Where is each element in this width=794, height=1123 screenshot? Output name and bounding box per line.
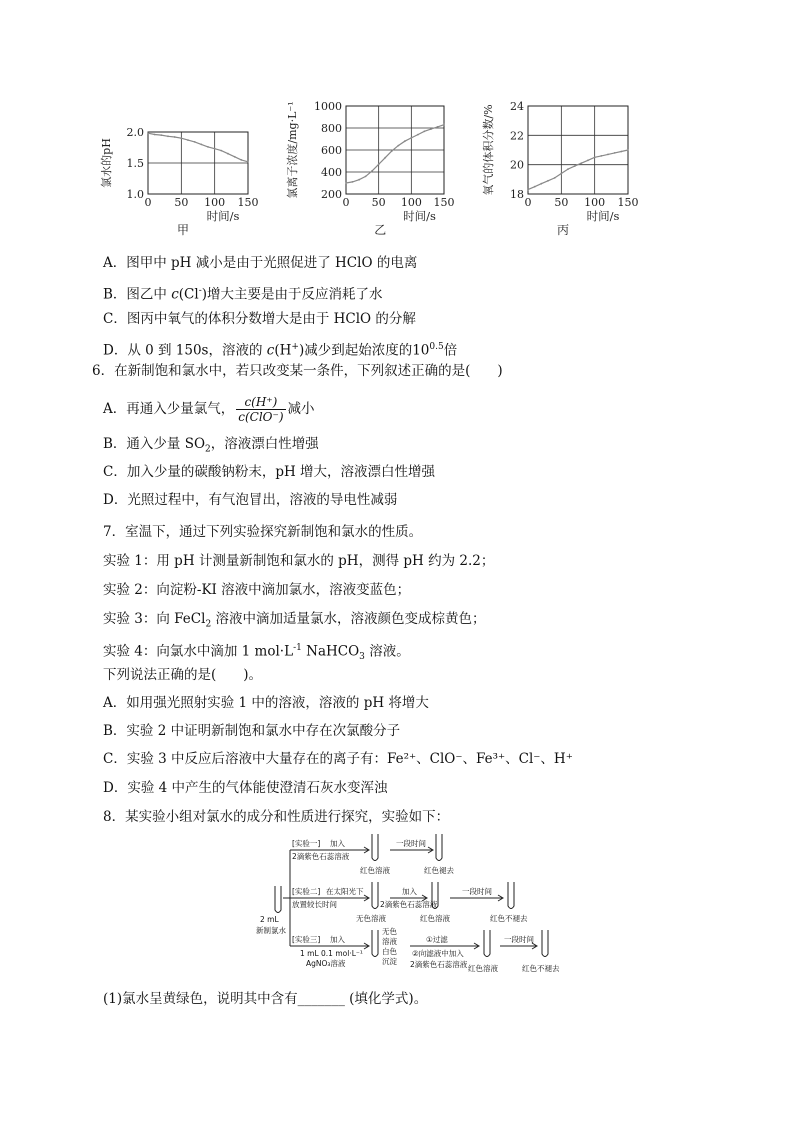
data-point [378,163,380,165]
data-point [174,136,176,138]
q7-e4-pre: 实验 4：向氯水中滴加 1 mol·L [103,643,294,660]
data-point [371,170,373,172]
y-axis-label: 氧气的体积分数/% [482,104,495,196]
exp3-tube-2 [484,930,490,957]
y-tick-label: 400 [321,166,342,179]
series-line [346,125,444,183]
data-point [527,189,529,191]
start-volume: 2 mL [260,915,279,924]
x-tick-label: 100 [584,196,606,209]
data-point [627,149,629,151]
x-tick-label: 150 [617,196,639,209]
q6-option-b [103,435,319,459]
exp2-tube-3 [508,882,514,909]
exp3-label: [实验三] [292,935,321,944]
exp3-time: 一段时间 [504,935,534,944]
exp2-reagent: 2滴紫色石蕊溶液 [380,900,438,909]
y-tick-label: 1.5 [126,157,144,170]
q6-a-pre: A．再通入少量氯气， [103,401,235,417]
exp3-product-1: 无色 [382,927,397,936]
exp3-step-3: 2滴紫色石蕊溶液 [410,960,468,969]
y-tick-label: 22 [510,129,524,143]
data-point [580,162,582,164]
q7-ask: 下列说法正确的是( )。 [103,667,263,683]
x-tick-label: 150 [237,196,259,209]
exp3-result-1: 红色溶液 [468,964,498,973]
q5-option-d [103,338,457,360]
data-point [214,148,216,150]
exp2-time: 一段时间 [462,887,492,896]
q5-d-c: c [266,342,275,359]
exp3-product-2: 溶液 [382,937,397,946]
exp1-add: 加入 [330,839,345,848]
data-point [234,156,236,158]
exp3-add: 加入 [330,935,345,944]
y-axis-label: 氯水的pH [100,138,113,188]
x-tick-label: 50 [371,196,386,209]
q6-option-d: D．光照过程中，有气泡冒出，溶液的导电性减弱 [103,492,398,508]
x-tick-label: 100 [204,196,226,209]
data-point [345,182,347,184]
q7-exp3 [103,610,485,634]
data-point [437,126,439,128]
data-point [200,144,202,146]
exp3-result-2: 红色不褪去 [522,964,560,973]
x-tick-label: 0 [144,196,152,209]
data-point [160,134,162,136]
q7-option-c: C．实验 3 中反应后溶液中大量存在的离子有：Fe²⁺、ClO⁻、Fe³⁺、Cl⁻、H⁺ [103,751,573,767]
experiment-diagram-svg [250,830,580,980]
data-point [167,135,169,137]
data-point [227,153,229,155]
chart-jia-svg [96,92,276,242]
y-tick-label: 24 [510,100,524,113]
q7-exp4 [103,639,410,666]
x-axis-label: 时间/s [206,209,240,223]
data-point [567,168,569,170]
q5-d-pre: D．从 0 到 150s，溶液的 [103,342,267,359]
exp1-result-2: 红色褪去 [424,866,454,875]
exp1-tube-1 [372,834,378,861]
exp3-step-1: ①过滤 [426,935,448,944]
exp1-tube-2 [436,834,442,861]
exp1-reagent: 2滴紫色石蕊溶液 [292,852,350,861]
data-point [594,156,596,158]
q7-e3-post: 溶液中滴加适量氯水，溶液颜色变成棕黄色； [211,611,486,627]
q6-stem: 6．在新制饱和氯水中，若只改变某一条件，下列叙述正确的是( ) [92,363,503,379]
data-point [240,159,242,161]
data-point [391,150,393,152]
data-point [410,137,412,139]
exp2-result-1: 红色溶液 [420,914,450,923]
data-point [247,161,249,163]
data-point [554,177,556,179]
exp3-product-3: 白色 [382,947,397,956]
q6-fraction [236,395,285,424]
q7-e4-post: 溶液。 [364,643,410,660]
q6-a-post: 减小 [287,401,315,417]
exp1-time: 一段时间 [396,839,426,848]
series-line [148,133,248,162]
chart-yi [278,92,478,242]
exp3-tube-3 [542,930,548,957]
data-point [147,132,149,134]
y-tick-label: 18 [510,188,524,201]
q7-e3-sub: 2 [205,619,212,630]
data-point [607,154,609,156]
data-point [547,180,549,182]
data-point [587,159,589,161]
data-point [417,134,419,136]
q5-b-pre: B．图乙中 [103,286,172,303]
exp3-reagent: 1 mL 0.1 mol·L⁻¹ [300,949,363,958]
data-point [358,179,360,181]
y-tick-label: 20 [510,158,524,172]
plot-frame [528,106,628,194]
chart-jia [96,92,276,242]
exp3-tube-1 [372,930,378,957]
data-point [614,152,616,154]
y-tick-label: 1.0 [126,188,144,201]
data-point [443,124,445,126]
q8-sub1: (1)氯水呈黄绿色，说明其中含有_______ (填化学式)。 [103,991,428,1007]
series-line [528,150,628,190]
q7-exp2: 实验 2：向淀粉-KI 溶液中滴加氯水，溶液变蓝色； [103,582,411,598]
x-tick-label: 150 [433,196,455,209]
x-tick-label: 50 [554,196,569,209]
y-tick-label: 600 [321,144,342,157]
exp1-label: [实验一] [292,839,321,848]
exp3-product-4: 沉淀 [382,957,397,966]
q7-stem: 7．室温下，通过下列实验探究新制饱和氯水的性质。 [103,524,423,540]
x-tick-label: 0 [342,196,350,209]
chart-bing-svg [478,92,658,242]
data-point [534,186,536,188]
q7-e3-pre: 实验 3：向 FeCl [103,611,206,627]
q6-fraction-numerator: c(H⁺) [236,395,285,410]
data-point [430,128,432,130]
x-tick-label: 50 [174,196,189,209]
exp2-result-2: 红色不褪去 [490,914,528,923]
q5-option-c: C．图丙中氧气的体积分数增大是由于 HClO 的分解 [103,311,416,327]
experiment-diagram [250,830,580,980]
q7-e4-sub: 3 [359,652,365,663]
q6-option-a [103,392,315,426]
exp2-condition-1: 在太阳光下 [326,887,364,896]
data-point [194,141,196,143]
data-point [620,151,622,153]
data-point [404,140,406,142]
exp2-add: 加入 [402,887,417,896]
x-axis-label: 时间/s [586,209,620,223]
data-point [384,157,386,159]
exp2-label: [实验二] [292,887,321,896]
data-point [560,173,562,175]
x-tick-label: 0 [524,196,532,209]
exp2-result-0: 无色溶液 [356,914,386,923]
exp2-condition-2: 放置较长时间 [292,900,337,909]
q6-b-pre: B．通入少量 SO [103,436,206,452]
chart-caption: 甲 [176,223,190,237]
data-point [365,176,367,178]
start-test-tube [275,886,281,913]
chart-caption: 丙 [556,223,570,237]
chart-bing [478,92,658,242]
q7-option-a: A．如用强光照射实验 1 中的溶液，溶液的 pH 将增大 [103,695,429,711]
q5-d-post: )减少到起始浓度的10 [298,342,430,359]
chart-yi-svg [278,92,478,242]
data-point [187,139,189,141]
data-point [154,134,156,136]
q5-d-sup1: + [291,342,299,352]
data-point [397,145,399,147]
q5-option-a: A．图甲中 pH 减小是由于光照促进了 HClO 的电离 [103,255,418,271]
start-name: 新制氯水 [256,926,286,935]
data-point [352,181,354,183]
q7-e4-mid: NaHCO [301,643,360,660]
exp2-tube-1 [372,882,378,909]
y-tick-label: 1000 [314,100,342,113]
q5-d-sup2: 0.5 [429,342,444,352]
q5-d-end: 倍 [443,342,458,359]
q5-b-post: )增大主要是由于反应消耗了水 [201,286,383,303]
x-tick-label: 100 [400,196,422,209]
data-point [574,165,576,167]
data-point [207,146,209,148]
data-point [424,130,426,132]
chart-caption: 乙 [374,223,387,237]
q5-option-b [103,282,383,304]
q5-b-ion: (Cl [178,286,199,303]
data-point [540,183,542,185]
q7-e4-sup: -1 [293,643,302,653]
q6-option-c: C．加入少量的碳酸钠粉末，pH 增大，溶液漂白性增强 [103,464,436,480]
q6-b-post: ，溶液漂白性增强 [210,436,319,452]
x-axis-label: 时间/s [403,209,436,223]
exp3-step-2: ②向滤液中加入 [412,949,464,958]
q7-option-d: D．实验 4 中产生的气体能使澄清石灰水变浑浊 [103,780,388,796]
y-axis-label: 氯离子浓度/mg·L⁻¹ [286,101,299,199]
data-point [220,150,222,152]
q5-b-sup: - [198,286,202,296]
q5-d-mid: (H [274,342,292,359]
q7-exp1: 实验 1：用 pH 计测量新制饱和氯水的 pH，测得 pH 约为 2.2； [103,553,495,569]
exp1-result-1: 红色溶液 [360,866,390,875]
data-point [180,137,182,139]
exp3-reagent-2: AgNO₃溶液 [306,959,346,968]
q8-stem: 8．某实验小组对氯水的成分和性质进行探究，实验如下： [103,809,450,825]
y-tick-label: 2.0 [126,126,144,139]
q5-b-c: c [171,286,179,303]
y-tick-label: 800 [321,122,342,135]
q6-fraction-denominator: c(ClO⁻) [238,410,284,424]
data-point [600,155,602,157]
q6-b-sub: 2 [205,444,211,455]
q7-option-b: B．实验 2 中证明新制饱和氯水中存在次氯酸分子 [103,723,401,739]
y-tick-label: 200 [321,188,342,201]
